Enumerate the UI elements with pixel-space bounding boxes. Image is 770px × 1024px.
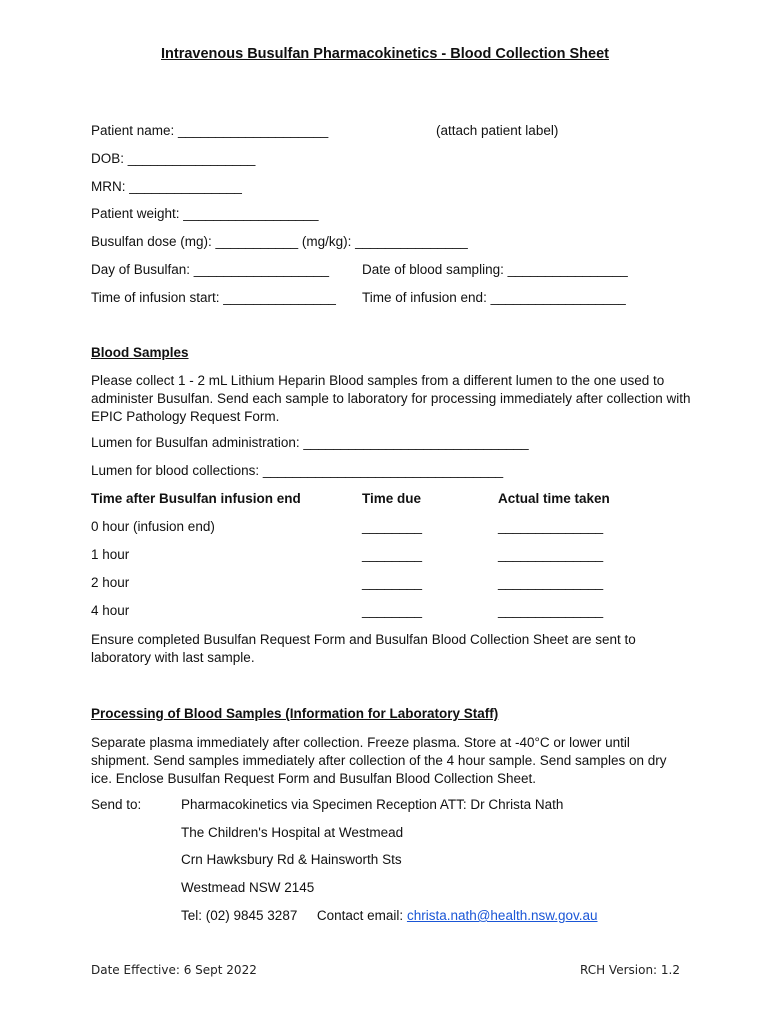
busulfan-dose-field: Busulfan dose (mg): ___________ (mg/kg): _______________ [91, 234, 468, 249]
table-row-label: 1 hour [91, 547, 130, 562]
infusion-start-field: Time of infusion start: _______________ [91, 290, 336, 305]
table-row-actual-time: ______________ [498, 603, 604, 618]
dob-field: DOB: _________________ [91, 151, 256, 166]
table-row-time-due: ________ [362, 575, 423, 590]
contact-email-link[interactable]: christa.nath@health.nsw.gov.au [406, 908, 598, 923]
table-row-label: 4 hour [91, 603, 130, 618]
table-row-actual-time: ______________ [498, 575, 604, 590]
contact-email-label: Contact email: [316, 908, 404, 923]
footer-version: RCH Version: 1.2 [579, 963, 680, 977]
address-line: Crn Hawksbury Rd & Hainsworth Sts [181, 852, 402, 867]
telephone-number: Tel: (02) 9845 3287 [181, 908, 298, 923]
processing-heading: Processing of Blood Samples (Information for Laboratory Staff) [91, 706, 499, 721]
table-row-time-due: ________ [362, 603, 423, 618]
table-row-label: 0 hour (infusion end) [91, 519, 215, 534]
sampling-date-field: Date of blood sampling: ________________ [362, 262, 628, 277]
table-header-time-due: Time due [362, 491, 422, 506]
address-line: Westmead NSW 2145 [181, 880, 315, 895]
footer-date-effective: Date Effective: 6 Sept 2022 [91, 963, 257, 977]
last-sample-note: Ensure completed Busulfan Request Form and Busulfan Blood Collection Sheet are sent to laboratory with last sample. [91, 632, 636, 665]
table-row-actual-time: ______________ [498, 547, 604, 562]
processing-instructions: Separate plasma immediately after collection. Freeze plasma. Store at -40°C or lower until shipment. Send samples immediately after collection of the 4 hour sample. Send samples on dry ice. Enclose Busulfan Request Form and Busulfan Blood Collection Sheet. [91, 735, 667, 786]
infusion-end-field: Time of infusion end: __________________ [362, 290, 626, 305]
patient-label-note: (attach patient label) [436, 123, 559, 138]
mrn-field: MRN: _______________ [91, 179, 242, 194]
send-to-label: Send to: [91, 797, 142, 812]
day-of-busulfan-field: Day of Busulfan: __________________ [91, 262, 329, 277]
blood-samples-heading: Blood Samples [91, 345, 189, 360]
collection-instructions: Please collect 1 - 2 mL Lithium Heparin Blood samples from a different lumen to the one used to administer Busulfan. Send each sample to laboratory for processing immediately after collection with EPIC Pathology Request Form. [91, 373, 691, 424]
table-header-actual-time: Actual time taken [498, 491, 610, 506]
page-title: Intravenous Busulfan Pharmacokinetics - Blood Collection Sheet [161, 46, 609, 62]
table-row-label: 2 hour [91, 575, 130, 590]
patient-name-field: Patient name: ____________________ [91, 123, 329, 138]
table-row-time-due: ________ [362, 519, 423, 534]
table-header-time-after: Time after Busulfan infusion end [91, 491, 301, 506]
table-row-time-due: ________ [362, 547, 423, 562]
lumen-admin-field: Lumen for Busulfan administration: ______________________________ [91, 435, 529, 450]
lumen-collection-field: Lumen for blood collections: ________________________________ [91, 463, 504, 478]
address-line: Pharmacokinetics via Specimen Reception ATT: Dr Christa Nath [181, 797, 564, 812]
contact-line [181, 908, 598, 923]
address-line: The Children's Hospital at Westmead [181, 825, 404, 840]
table-row-actual-time: ______________ [498, 519, 604, 534]
patient-weight-field: Patient weight: __________________ [91, 206, 319, 221]
